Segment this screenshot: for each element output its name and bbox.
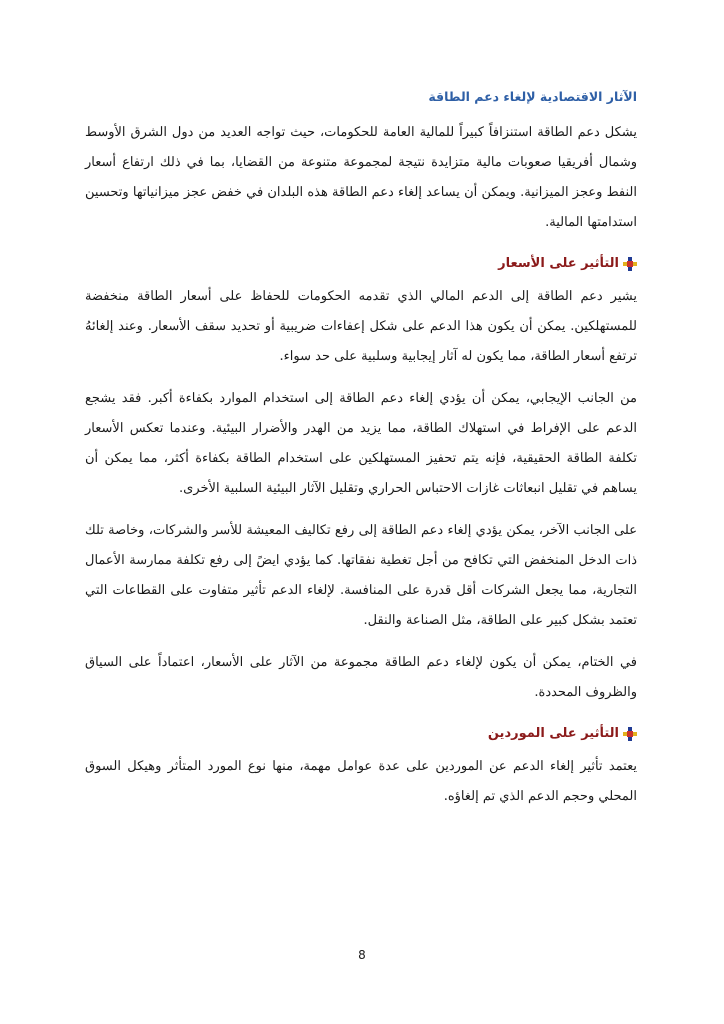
section-heading (85, 250, 637, 278)
main-heading: الآثار الاقتصادية لإلغاء دعم الطاقة (428, 89, 637, 104)
intro-paragraph: يشكل دعم الطاقة استنزافاً كبيراً للمالية العامة للحكومات، حيث تواجه العديد من دول الشرق الأوسط وشمال أفريقيا صعوبات مالية متزايدة نتيجة لمجموعة متنوعة من القضايا، بما في ذلك ارتفاع أسعار النفط وعجز الميزانية. ويمكن أن يساعد إلغاء دعم الطاقة هذه البلدان في خفض عجز ميزانياتها وتحسين استدامتها المالية. (85, 125, 637, 230)
paragraph: يعتمد تأثير إلغاء الدعم عن الموردين على عدة عوامل مهمة، منها نوع المورد المتأثر وهيكل السوق المحلي وحجم الدعم الذي تم إلغاؤه. (85, 759, 637, 804)
colored-cross-bullet-icon (623, 257, 637, 271)
section-heading (85, 720, 637, 748)
section-price-impact (85, 250, 637, 708)
section-heading-text: التأثير على الموردين (487, 726, 619, 741)
section-heading-text: التأثير على الأسعار (498, 256, 619, 271)
section-supplier-impact (85, 720, 637, 812)
paragraph: في الختام، يمكن أن يكون لإلغاء دعم الطاقة مجموعة من الآثار على الأسعار، اعتماداً على السياق والظروف المحددة. (85, 655, 637, 700)
paragraph: من الجانب الإيجابي، يمكن أن يؤدي إلغاء دعم الطاقة إلى استخدام الموارد بكفاءة أكبر. فقد يشجع الدعم على الإفراط في استهلاك الطاقة، مما يزيد من الهدر والأضرار البيئية. وعندما تعكس الأسعار تكلفة الطاقة الحقيقية، فإنه يتم تحفيز المستهلكين على استخدام الطاقة بكفاءة أكثر، مما يمكن أن يساهم في تقليل انبعاثات غازات الاحتباس الحراري وتقليل الآثار البيئية السلبية الأخرى. (85, 391, 637, 496)
paragraph: على الجانب الآخر، يمكن يؤدي إلغاء دعم الطاقة إلى رفع تكاليف المعيشة للأسر والشركات، وخاصة تلك ذات الدخل المنخفض التي تكافح من أجل تغطية نفقاتها. كما يؤدي ايضً إلى رفع تكلفة ممارسة الأعمال التجارية، مما يجعل الشركات أقل قدرة على المنافسة. لإلغاء الدعم تأثير متفاوت على القطاعات التي تعتمد بشكل كبير على الطاقة، مثل الصناعة والنقل. (85, 523, 637, 628)
colored-cross-bullet-icon (623, 727, 637, 741)
page-number: 8 (358, 948, 366, 962)
paragraph: يشير دعم الطاقة إلى الدعم المالي الذي تقدمه الحكومات للحفاظ على أسعار الطاقة منخفضة للمستهلكين. يمكن أن يكون هذا الدعم على شكل إعفاءات ضريبية أو تحديد سقف الأسعار. وعند إلغائهُ ترتفع أسعار الطاقة، مما يكون له آثار إيجابية وسلبية على حد سواء. (85, 289, 637, 364)
document-body (85, 86, 637, 824)
